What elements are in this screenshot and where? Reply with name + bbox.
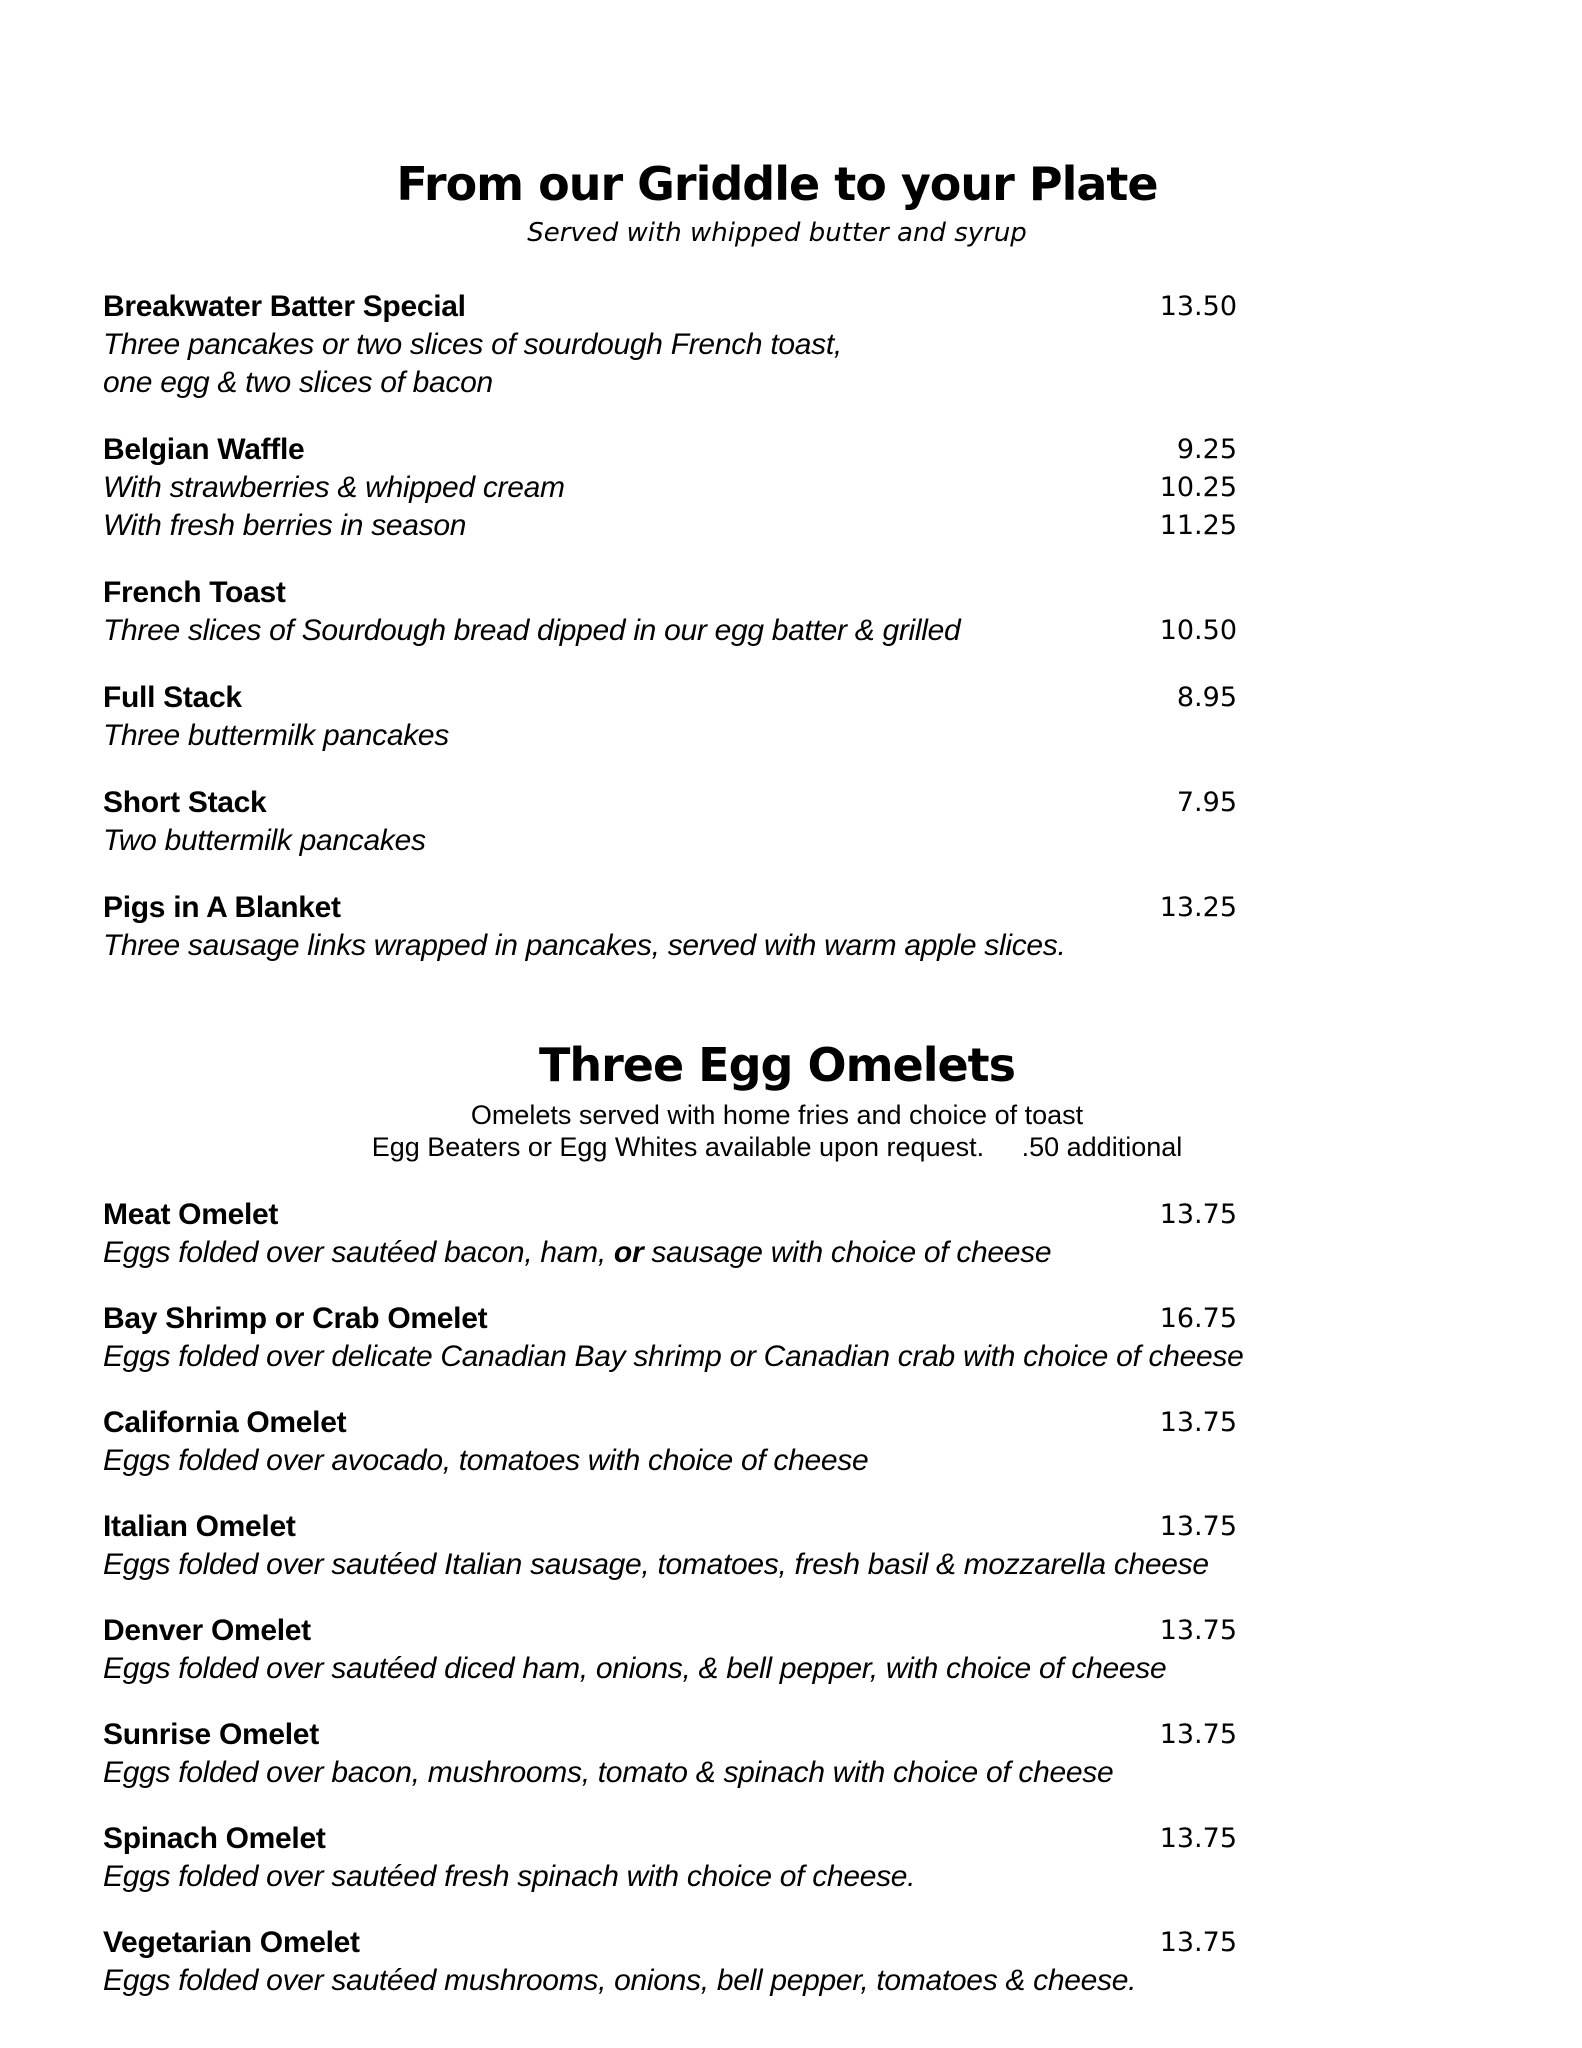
item-name: California Omelet xyxy=(103,1406,347,1439)
item-price: 8.95 xyxy=(1176,682,1237,713)
item-name: Meat Omelet xyxy=(103,1198,279,1231)
item-title-row xyxy=(103,1822,1451,1860)
item-description-pre: Eggs folded over sautéed bacon, ham, xyxy=(103,1236,614,1269)
item-price: 10.50 xyxy=(1159,615,1237,646)
item-description: Eggs folded over sautéed diced ham, onions, & bell pepper, with choice of cheese xyxy=(103,1652,1167,1685)
item-name: French Toast xyxy=(103,576,286,609)
item-title-row xyxy=(103,290,1451,328)
item-name: Full Stack xyxy=(103,681,242,714)
item-desc-row xyxy=(103,1964,1451,2002)
menu-item-breakwater-batter-special xyxy=(103,290,1451,404)
menu-item-bay-shrimp-or-crab-omelet xyxy=(103,1302,1451,1378)
menu-item-pigs-in-a-blanket xyxy=(103,891,1451,967)
item-desc-row xyxy=(103,929,1451,967)
item-desc-row xyxy=(103,471,1451,509)
menu-item-french-toast xyxy=(103,576,1451,652)
item-title-row xyxy=(103,1510,1451,1548)
item-title-row xyxy=(103,1926,1451,1964)
griddle-items xyxy=(103,290,1451,967)
item-price: 13.75 xyxy=(1159,1823,1237,1854)
menu-item-italian-omelet xyxy=(103,1510,1451,1586)
item-title-row xyxy=(103,681,1451,719)
item-name: Breakwater Batter Special xyxy=(103,290,466,323)
omelets-section xyxy=(103,1037,1451,2002)
item-description: Eggs folded over delicate Canadian Bay shrimp or Canadian crab with choice of cheese xyxy=(103,1340,1244,1373)
item-name: Belgian Waffle xyxy=(103,433,305,466)
item-title-row xyxy=(103,891,1451,929)
item-desc-row xyxy=(103,366,1451,404)
item-price: 9.25 xyxy=(1176,434,1237,465)
item-description: Three buttermilk pancakes xyxy=(103,719,449,752)
menu-content xyxy=(103,156,1451,2030)
item-description: Eggs folded over sautéed Italian sausage, tomatoes, fresh basil & mozzarella cheese xyxy=(103,1548,1209,1581)
item-title-row xyxy=(103,1406,1451,1444)
menu-item-short-stack xyxy=(103,786,1451,862)
item-price: 13.75 xyxy=(1159,1615,1237,1646)
item-description: With strawberries & whipped cream xyxy=(103,471,565,504)
item-description: one egg & two slices of bacon xyxy=(103,366,493,399)
omelets-section-subtitle xyxy=(103,1099,1451,1163)
item-description: Three sausage links wrapped in pancakes, served with warm apple slices. xyxy=(103,929,1066,962)
item-price: 13.75 xyxy=(1159,1719,1237,1750)
menu-item-vegetarian-omelet xyxy=(103,1926,1451,2002)
item-variant-price: 11.25 xyxy=(1159,510,1237,541)
item-price: 7.95 xyxy=(1176,787,1237,818)
menu-item-spinach-omelet xyxy=(103,1822,1451,1898)
item-title-row xyxy=(103,786,1451,824)
item-desc-row xyxy=(103,1444,1451,1482)
item-title-row xyxy=(103,576,1451,614)
item-variant-price: 10.25 xyxy=(1159,472,1237,503)
item-desc-row xyxy=(103,1548,1451,1586)
item-desc-row xyxy=(103,1652,1451,1690)
menu-item-belgian-waffle xyxy=(103,433,1451,547)
menu-item-full-stack xyxy=(103,681,1451,757)
item-description: Eggs folded over sautéed mushrooms, onions, bell pepper, tomatoes & cheese. xyxy=(103,1964,1137,1997)
item-desc-row xyxy=(103,1236,1451,1274)
item-desc-row xyxy=(103,719,1451,757)
item-desc-row xyxy=(103,824,1451,862)
item-name: Italian Omelet xyxy=(103,1510,296,1543)
omelets-subtitle-line1: Omelets served with home fries and choice of toast xyxy=(470,1100,1084,1130)
item-title-row xyxy=(103,1198,1451,1236)
menu-item-meat-omelet xyxy=(103,1198,1451,1274)
omelet-items xyxy=(103,1198,1451,2002)
item-title-row xyxy=(103,1302,1451,1340)
menu-item-sunrise-omelet xyxy=(103,1718,1451,1794)
item-name: Spinach Omelet xyxy=(103,1822,326,1855)
item-price: 13.50 xyxy=(1159,291,1237,322)
item-description-post: sausage with choice of cheese xyxy=(643,1236,1052,1269)
item-price: 13.75 xyxy=(1159,1511,1237,1542)
item-title-row xyxy=(103,433,1451,471)
item-description-bold-word: or xyxy=(613,1236,644,1269)
item-name: Pigs in A Blanket xyxy=(103,891,341,924)
item-price: 13.75 xyxy=(1159,1199,1237,1230)
griddle-section-title: From our Griddle to your Plate xyxy=(396,157,1158,211)
item-price: 13.75 xyxy=(1159,1407,1237,1438)
item-price: 13.25 xyxy=(1159,892,1237,923)
item-title-row xyxy=(103,1614,1451,1652)
item-description: Eggs folded over bacon, mushrooms, tomato & spinach with choice of cheese xyxy=(103,1756,1114,1789)
item-price: 16.75 xyxy=(1159,1303,1237,1334)
item-title-row xyxy=(103,1718,1451,1756)
item-desc-row xyxy=(103,1860,1451,1898)
item-desc-row xyxy=(103,1756,1451,1794)
item-description: With fresh berries in season xyxy=(103,509,467,542)
omelets-section-title: Three Egg Omelets xyxy=(538,1038,1016,1092)
item-name: Vegetarian Omelet xyxy=(103,1926,360,1959)
menu-item-california-omelet xyxy=(103,1406,1451,1482)
item-name: Short Stack xyxy=(103,786,267,819)
griddle-section xyxy=(103,156,1451,967)
item-name: Denver Omelet xyxy=(103,1614,311,1647)
item-desc-row xyxy=(103,614,1451,652)
item-desc-row xyxy=(103,509,1451,547)
item-name: Bay Shrimp or Crab Omelet xyxy=(103,1302,488,1335)
omelets-subtitle-line2: Egg Beaters or Egg Whites available upon request. .50 additional xyxy=(371,1132,1183,1162)
griddle-section-subtitle: Served with whipped butter and syrup xyxy=(527,218,1027,248)
item-price: 13.75 xyxy=(1159,1927,1237,1958)
item-desc-row xyxy=(103,1340,1451,1378)
item-desc-row xyxy=(103,328,1451,366)
item-name: Sunrise Omelet xyxy=(103,1718,319,1751)
menu-item-denver-omelet xyxy=(103,1614,1451,1690)
item-description: Three slices of Sourdough bread dipped in our egg batter & grilled xyxy=(103,614,961,647)
item-description: Eggs folded over sautéed fresh spinach with choice of cheese. xyxy=(103,1860,916,1893)
item-description xyxy=(103,1236,1051,1269)
item-description: Eggs folded over avocado, tomatoes with choice of cheese xyxy=(103,1444,869,1477)
item-description: Three pancakes or two slices of sourdough French toast, xyxy=(103,328,842,361)
item-description: Two buttermilk pancakes xyxy=(103,824,426,857)
